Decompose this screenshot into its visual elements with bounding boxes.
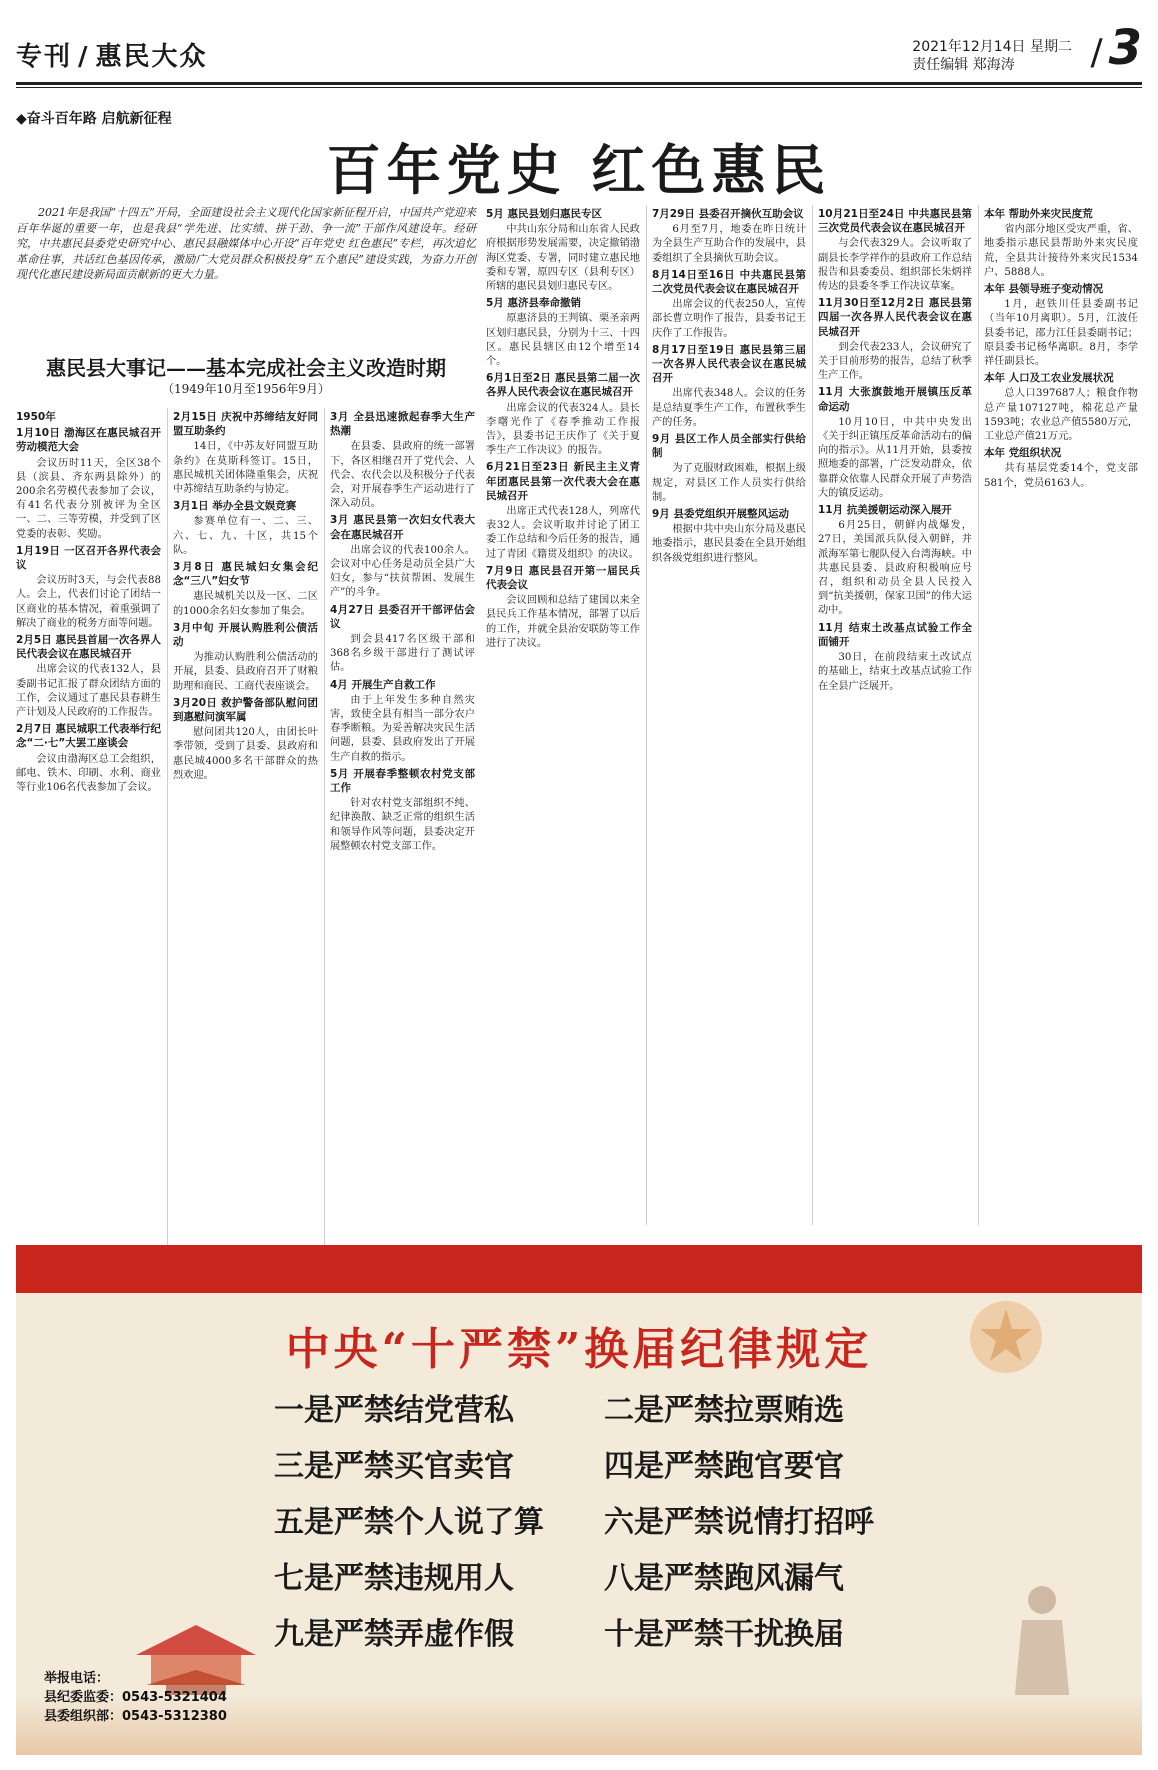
entry-heading: 4月 开展生产自救工作 (330, 678, 436, 691)
text-column (652, 205, 806, 1225)
entry-text: 惠民城机关以及一区、二区的1000余名妇女参加了集会。 (173, 591, 318, 617)
entry-text: 会议历时11天，全区38个县（滨县、齐东两县除外）的200余名劳模代表参加了会议，有41名代表分别被评为全区一、二、三等劳模，并受到了区党委的表彰、奖励。 (16, 457, 161, 540)
entry-heading: 8月14日至16日 中共惠民县第二次党员代表会议在惠民城召开 (652, 268, 806, 296)
rule-item: 一是严禁结党营私 (274, 1393, 514, 1428)
text-column (486, 205, 640, 1225)
entry-text: 为推动认购胜利公债活动的开展，县委、县政府召开了财粮助理和商民、工商代表座谈会。 (173, 652, 318, 692)
entry-heading: 3月1日 举办全县文娱竞赛 (173, 500, 297, 513)
masthead (16, 18, 1142, 76)
entry-text: 6月至7月，地委在昨日统计为全县生产互助合作的发展中，县委组织了全县摘伙互助会议。 (652, 224, 806, 264)
entry-text: 由于上年发生多种自然灾害，致使全县有相当一部分农户春季断粮。为妥善解决灾民生活问题，县委、县政府发出了开展生产自救的指示。 (330, 694, 475, 763)
page-number: / 3 (1090, 20, 1142, 76)
entry-heading: 1月19日 一区召开各界代表会议 (16, 544, 161, 572)
entry-heading: 7月29日 县委召开摘伙互助会议 (652, 208, 804, 220)
entry-heading: 9月 县区工作人员全部实行供给制 (652, 433, 806, 460)
entry-heading: 5月 惠民县划归惠民专区 (486, 208, 602, 220)
entry-text: 省内部分地区受灾严重，省、地委指示惠民县帮助外来灾民度荒，全县共计接待外来灾民1534户、5888人。 (984, 224, 1138, 278)
paper-name: 惠民大众 (95, 42, 208, 72)
entry-heading: 2月5日 惠民县首届一次各界人民代表会议在惠民城召开 (16, 634, 161, 661)
entry-text: 针对农村党支部组织不纯、纪律涣散、缺乏正常的组织生活和领导作风等问题，县委决定开展整顿农村党支部工作。 (330, 798, 475, 852)
text-column (818, 205, 972, 1225)
rule-item: 十是严禁干扰换届 (604, 1617, 844, 1652)
left-columns (16, 408, 476, 1225)
rule-item: 七是严禁违规用人 (274, 1561, 514, 1596)
column-label: ◆奋斗百年路 启航新征程 (16, 111, 172, 127)
section-name: 专刊 (16, 42, 73, 72)
entry-text: 会议回顾和总结了建国以来全县民兵工作基本情况，部署了以后的工作，并就全县治安联防等工作进行了决议。 (486, 595, 640, 649)
entry-heading: 4月27日 县委召开干部评估会议 (330, 603, 475, 630)
entry-heading: 本年 人口及工农业发展状况 (984, 372, 1114, 385)
discipline-banner (16, 1245, 1142, 1755)
rule-list (274, 1385, 874, 1685)
entry-text: 6月25日，朝鲜内战爆发，27日，美国派兵队侵入朝鲜，并派海军第七舰队侵入台湾海峡。中共惠民县委、县政府积极响应号召，组织和动员全县人民投入到“抗美援朝，保家卫国”的伟大运动中。 (818, 520, 972, 617)
entry-heading: 本年 帮助外来灾民度荒 (984, 208, 1093, 220)
rule-item: 六是严禁说情打招呼 (604, 1505, 874, 1540)
entry-text: 到会代表233人，会议研究了关于目前形势的报告，总结了秋季生产工作。 (818, 341, 972, 382)
rule-item: 九是严禁弄虚作假 (274, 1617, 514, 1652)
entry-text: 出席正式代表128人，列席代表32人。会议听取并讨论了团工委工作总结和今后任务的报告，通过了青团《籍贯及组织》的决议。 (486, 506, 640, 560)
entry-heading: 3月 惠民县第一次妇女代表大会在惠民城召开 (330, 514, 475, 541)
entry-heading: 8月17日至19日 惠民县第三届一次各界人民代表会议在惠民城召开 (652, 343, 806, 385)
masthead-info (912, 38, 1072, 74)
entry-heading: 本年 党组织状况 (984, 447, 1062, 460)
page-title: 百年党史 红色惠民 (326, 138, 832, 202)
entry-heading: 7月9日 惠民县召开第一届民兵代表会议 (486, 564, 640, 592)
entry-text: 原惠济县的王判镇、栗圣亲两区划归惠民县，分别为十三、十四区。惠民县辖区由12个增至14个。 (486, 313, 640, 368)
entry-heading: 5月 开展春季整顿农村党支部工作 (330, 767, 475, 795)
entry-text: 1月，赵铁川任县委副书记（当年10月离职）。5月，江波任县委书记，邵力江任县委副书记；原县委书记杨华离职。8月，李学祥任副县长。 (984, 299, 1138, 368)
entry-text: 30日，在前段结束土改试点的基础上，结束土改基点试验工作在全县广泛展开。 (818, 652, 972, 692)
entry-heading: 3月 全县迅速掀起春季大生产热潮 (330, 411, 475, 438)
text-column (173, 408, 318, 1225)
masthead-rule (16, 82, 1142, 85)
entry-heading: 1950年 (16, 411, 56, 423)
entry-text: 出席会议的代表132人，县委副书记汇报了群众团结方面的工作，会议通过了惠民县春耕生产计划及人民政府的工作报告。 (16, 664, 161, 719)
report-organization-phone: 县委组织部：0543-5312380 (44, 1709, 227, 1724)
entry-heading: 11月 大张旗鼓地开展镇压反革命运动 (818, 386, 972, 413)
entry-heading: 2月15日 庆祝中苏缔结友好同盟互助条约 (173, 411, 318, 438)
rule-item: 五是严禁个人说了算 (274, 1505, 544, 1540)
entry-heading: 11月30日至12月2日 惠民县第四届一次各界人民代表会议在惠民城召开 (818, 297, 972, 338)
entry-heading: 3月中旬 开展认购胜利公债活动 (173, 621, 318, 649)
entry-heading: 1月10日 渤海区在惠民城召开劳动模范大会 (16, 427, 161, 454)
entry-heading: 11月 抗美援朝运动深入展开 (818, 504, 952, 517)
text-column (984, 205, 1138, 1225)
entry-text: 参赛单位有一、二、三、六、七、九、十区，共15个队。 (173, 516, 318, 556)
entry-text: 为了克服财政困难，根据上级规定，对县区工作人员实行供给制。 (652, 463, 806, 503)
report-discipline-phone: 县纪委监委：0543-5321404 (44, 1690, 227, 1705)
entry-heading: 3月20日 救护警备部队慰问团到惠慰问演军属 (173, 696, 318, 724)
report-hotline (44, 1669, 227, 1726)
rule-item: 八是严禁跑风漏气 (604, 1561, 844, 1596)
article-date-range: （1949年10月至1956年9月） (162, 382, 330, 396)
editor-credit: 责任编辑 郑海涛 (912, 57, 1015, 73)
entry-heading: 5月 惠济县奉命撤销 (486, 297, 581, 310)
entry-text: 会议历时3天，与会代表88人。会上，代表们讨论了团结一区商业的基本情况，着重强调了解决了商业的税务方面等问题。 (16, 575, 161, 629)
entry-text: 根据中共中央山东分局及惠民地委指示，惠民县委在全县开始组织各级党组织进行整风。 (652, 524, 806, 564)
entry-text: 在县委、县政府的统一部署下，各区相继召开了党代会、人代会、农代会以及积极分子代表会，对开展春季生产运动进行了深入动员。 (330, 441, 475, 510)
text-column (16, 408, 161, 1225)
banner-header-band (16, 1245, 1142, 1293)
entry-text: 慰问团共120人，由团长叶季带领，受到了县委、县政府和惠民城4000多名干部群众的热烈欢迎。 (173, 727, 318, 781)
entry-heading: 6月21日至23日 新民主主义青年团惠民县第一次代表大会在惠民城召开 (486, 461, 640, 502)
rule-item: 二是严禁拉票贿选 (604, 1393, 844, 1428)
column-divider (646, 205, 647, 1225)
intro-paragraph: 2021年是我国“十四五”开局，全面建设社会主义现代化国家新征程开启，中国共产党迎来百年华诞的重要一年，也是我县“学先进、比实绩、拼干劲、争一流”干部作风建设年。经研究，中共惠民县委党史研究中心、惠民县融媒体中心开设“百年党史 红色惠民”专栏，再次追忆革命往事，共话红色基因传承，激励广大党员群众积极投身“五个惠民”建设实践，为奋力开创现代化惠民建设新局面贡献新的更大力量。 (16, 206, 476, 281)
entry-text: 14日，《中苏友好同盟互助条约》在莫斯科签订。15日，惠民城机关团体隆重集会，庆祝中苏缔结互助条约与协定。 (173, 441, 318, 496)
entry-heading: 本年 县领导班子变动情况 (984, 283, 1104, 296)
rule-item: 三是严禁买官卖官 (274, 1449, 514, 1484)
entry-text: 中共山东分局和山东省人民政府根据形势发展需要，决定撤销渤海区党委、专署，同时建立惠民地委和专署，原四专区（县利专区）所辖的惠民县划归惠民专区。 (486, 224, 640, 293)
entry-text: 出席代表348人。会议的任务是总结夏季生产工作，布置秋季生产的任务。 (652, 388, 806, 428)
text-column (330, 408, 475, 1225)
issue-date: 2021年12月14日 星期二 (912, 39, 1072, 55)
column-divider (978, 205, 979, 1225)
report-label: 举报电话： (44, 1671, 110, 1686)
banner-title: 中央“十严禁”换届纪律规定 (285, 1324, 873, 1375)
entry-text: 出席会议的代表250人，宣传部长曹立明作了报告，县委书记王庆作了工作报告。 (652, 299, 806, 339)
entry-text: 出席会议的代表100余人。会议对中心任务是动员全县广大妇女，参与“扶贫帮困、发展生产”的斗争。 (330, 544, 475, 599)
masthead-rule-thin (16, 87, 1142, 88)
entry-text: 与会代表329人。会议听取了副县长李学祥作的县政府工作总结报告和县委委员、组织部长朱炳祥传达的县委冬季工作决议草案。 (818, 238, 972, 293)
entry-heading: 10月21日至24日 中共惠民县第三次党员代表会议在惠民城召开 (818, 208, 972, 235)
masthead-left: 专刊 / 惠民大众 (16, 42, 208, 72)
column-divider (812, 205, 813, 1225)
article-title: 惠民县大事记——基本完成社会主义改造时期 (46, 356, 446, 380)
rule-item: 四是严禁跑官要官 (604, 1449, 844, 1484)
entry-heading: 3月8日 惠民城妇女集会纪念“三八”妇女节 (173, 561, 318, 588)
entry-text: 会议由渤海区总工会组织，邮电、铁木、印刷、水利、商业等行业106名代表参加了会议。 (16, 753, 161, 794)
entry-heading: 9月 县委党组织开展整风运动 (652, 508, 789, 521)
entry-text: 到会县417名区级干部和368名乡级干部进行了测试评估。 (330, 634, 475, 674)
entry-heading: 6月1日至2日 惠民县第二届一次各界人民代表会议在惠民城召开 (486, 372, 640, 399)
entry-text: 出席会议的代表324人。县长李曙光作了《春季推动工作报告》，县委书记王庆作了《关于夏季生产工作决议》的报告。 (486, 402, 640, 457)
entry-heading: 2月7日 惠民城职工代表举行纪念“二·七”大罢工座谈会 (16, 723, 161, 750)
entry-text: 共有基层党委14个，党支部581个，党员6163人。 (984, 463, 1138, 489)
entry-text: 总人口397687人；粮食作物总产量107127吨，棉花总产量1593吨；农业总产值5580万元，工业总产值21万元。 (984, 388, 1138, 443)
entry-text: 10月10日，中共中央发出《关于纠正镇压反革命活动右的偏向的指示》。从11月开始，县委按照地委的部署，广泛发动群众，依靠群众依靠人民群众开展了声势浩大的镇反运动。 (818, 416, 972, 499)
right-columns (486, 205, 1142, 1225)
entry-heading: 11月 结束土改基点试验工作全面铺开 (818, 621, 972, 648)
